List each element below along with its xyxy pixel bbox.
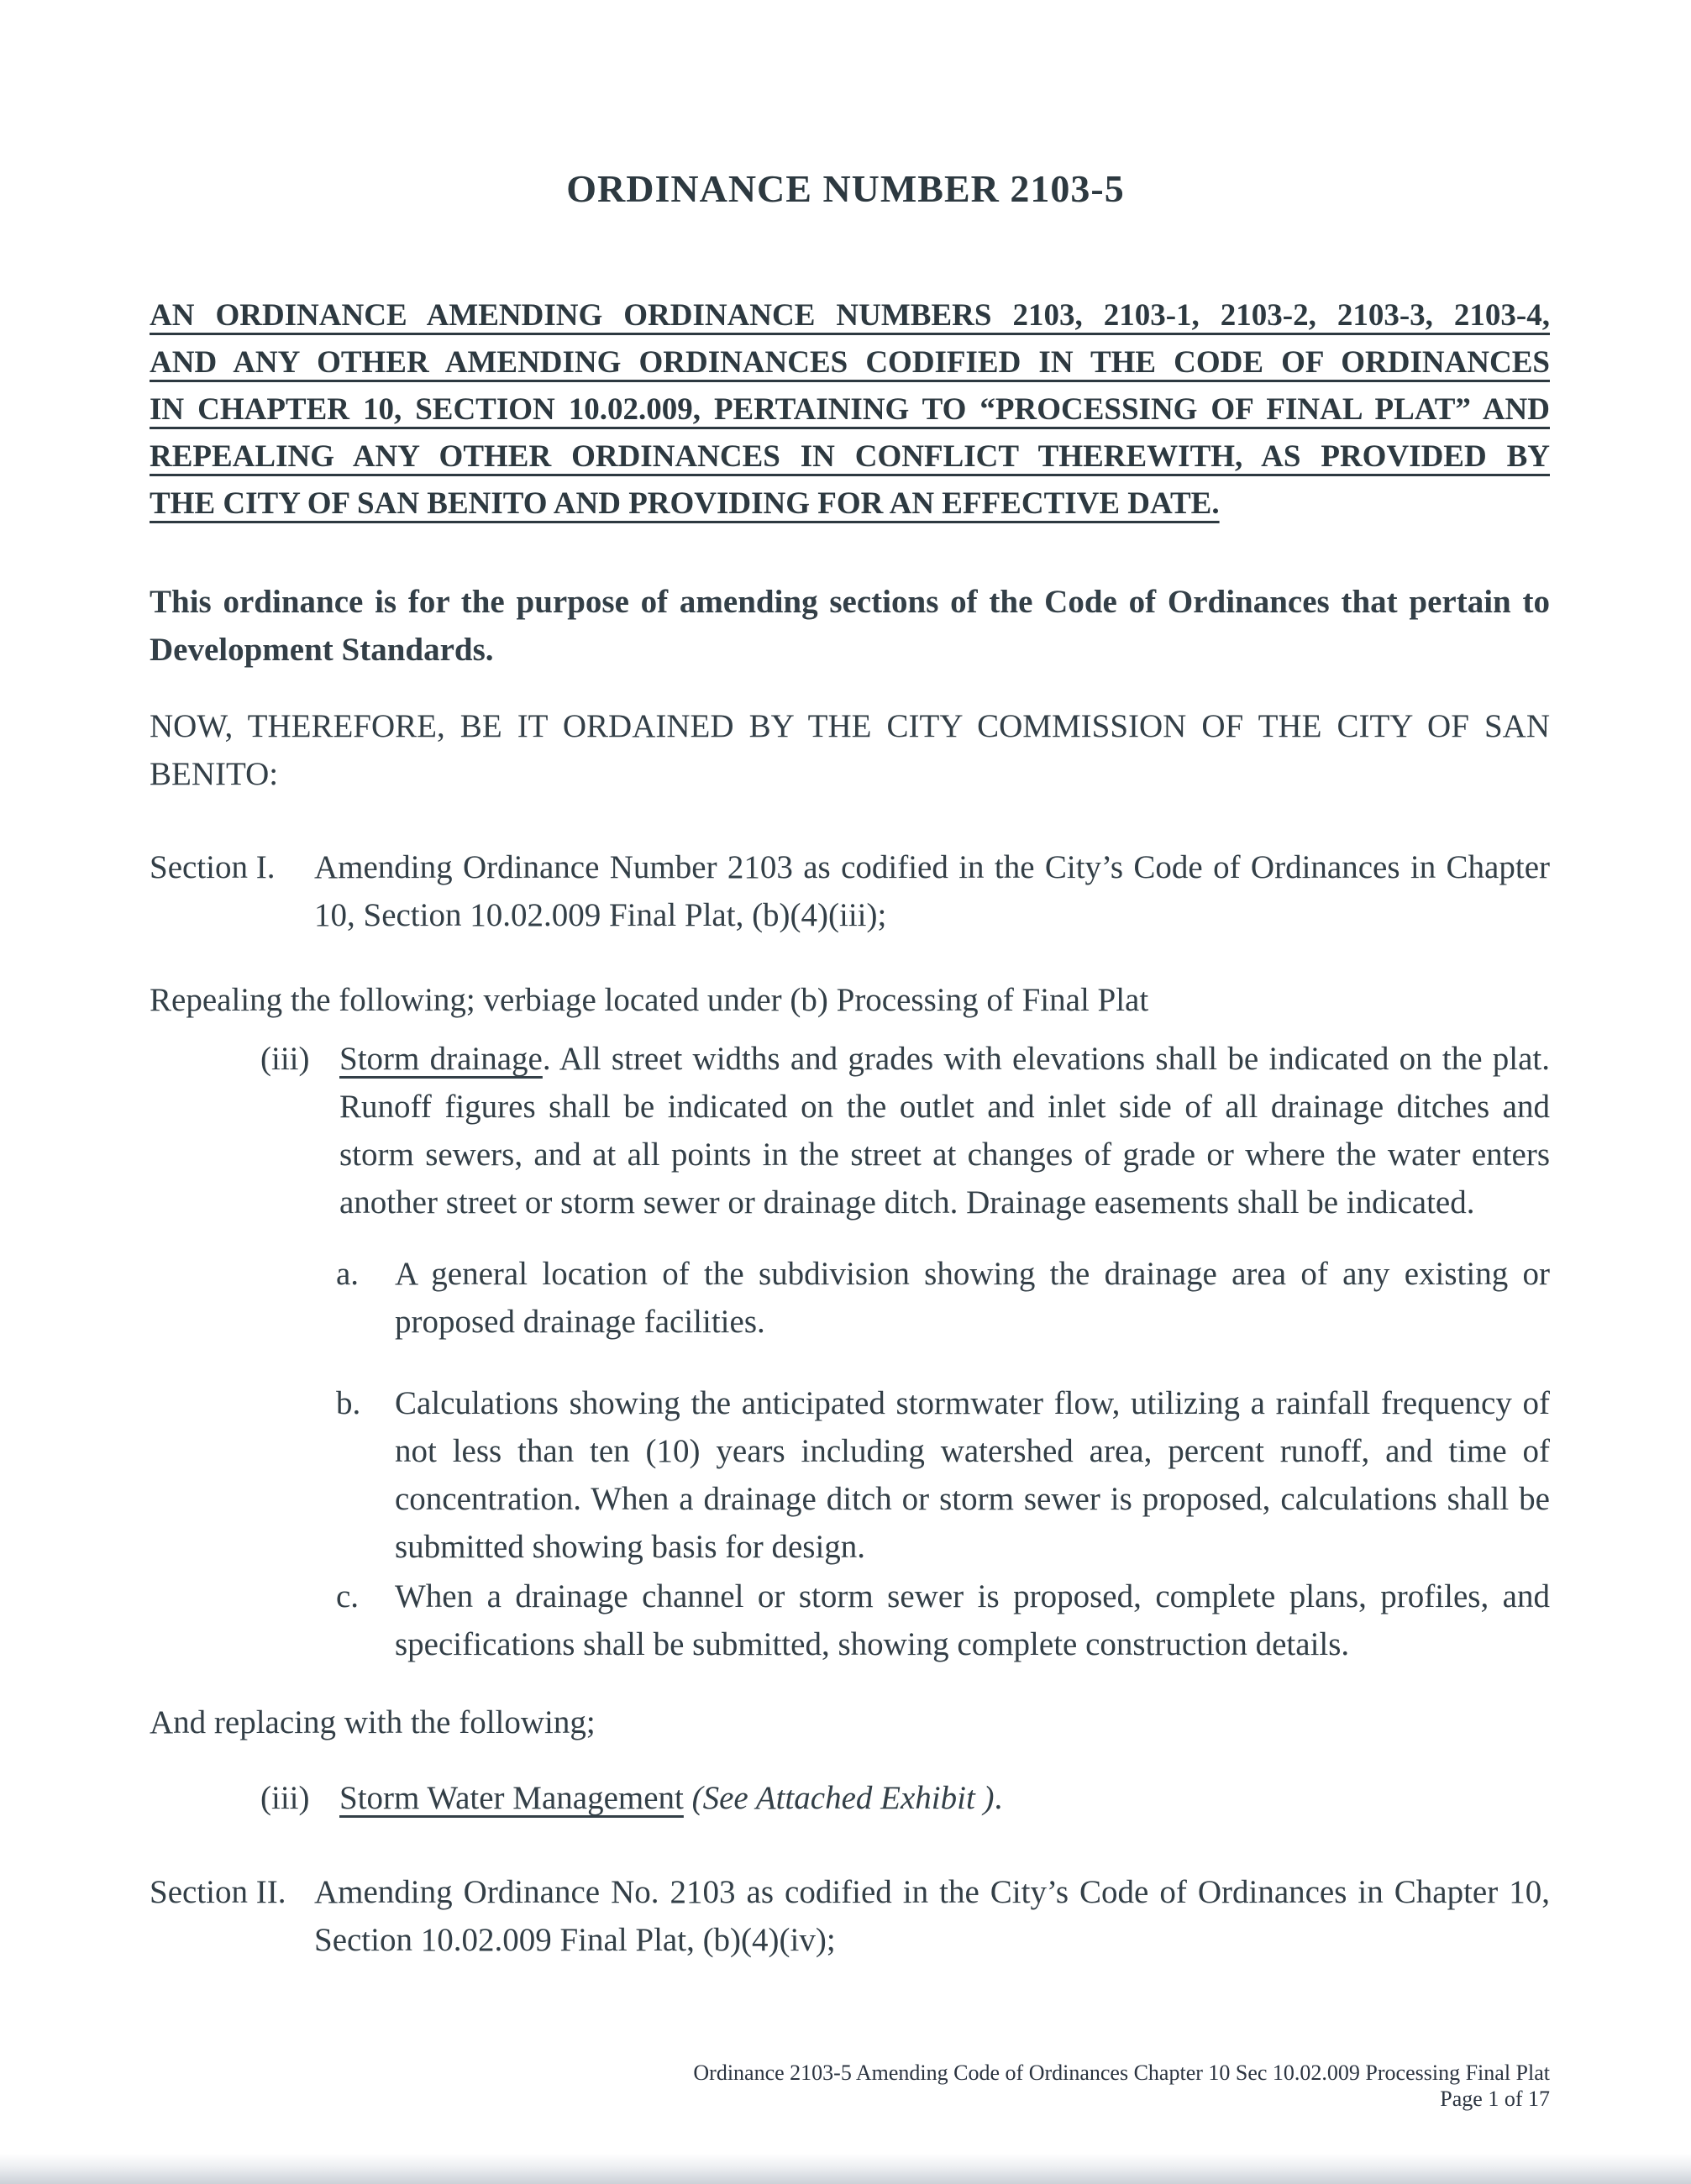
footer-line-1: Ordinance 2103-5 Amending Code of Ordinances Chapter 10 Sec 10.02.009 Processing Final Plat — [693, 2061, 1550, 2085]
section-1-text: Amending Ordinance Number 2103 as codified in the City’s Code of Ordinances in Chapter 10, Section 10.02.009 Final Plat, (b)(4)(iii); — [314, 849, 1550, 933]
section-2-text: Amending Ordinance No. 2103 as codified in the City’s Code of Ordinances in Chapter 10, Section 10.02.009 Final Plat, (b)(4)(iv); — [314, 1874, 1550, 1958]
caption-line: THE CITY OF SAN BENITO AND PROVIDING FOR AN EFFECTIVE DATE. — [150, 486, 1220, 521]
replacement-iii-period: . — [994, 1780, 1003, 1816]
subitem-b-marker: b. — [336, 1385, 361, 1421]
subitem-c-marker: c. — [336, 1578, 360, 1614]
subitem-b — [150, 1379, 1550, 1571]
page-footer — [150, 2060, 1550, 2112]
repealed-item-iii — [150, 1035, 1550, 1226]
subitem-c-text: When a drainage channel or storm sewer is proposed, complete plans, profiles, and specifications shall be submitted, showing complete construction details. — [395, 1578, 1550, 1662]
footer-page-number: Page 1 of 17 — [1440, 2087, 1550, 2111]
caption-line: IN CHAPTER 10, SECTION 10.02.009, PERTAINING TO “PROCESSING OF FINAL PLAT” AND — [150, 392, 1550, 427]
ordained-paragraph: NOW, THEREFORE, BE IT ORDAINED BY THE CITY COMMISSION OF THE CITY OF SAN BENITO: — [150, 708, 1550, 792]
caption-line: REPEALING ANY OTHER ORDINANCES IN CONFLICT THEREWITH, AS PROVIDED BY — [150, 439, 1550, 474]
item-iii-marker: (iii) — [260, 1041, 310, 1077]
item-iii-text — [339, 1035, 1550, 1226]
replacement-item-iii — [150, 1774, 1550, 1822]
repealing-line: Repealing the following; verbiage located under (b) Processing of Final Plat — [150, 982, 1149, 1018]
ordinance-caption — [150, 292, 1550, 528]
section-1 — [150, 843, 1550, 939]
subitem-b-text: Calculations showing the anticipated stormwater flow, utilizing a rainfall frequency of not less than ten (10) years including watershed area, percent runoff, and time of concentration. When a drainage ditch or storm sewer is proposed, calculations shall be submitted showing basis for design. — [395, 1385, 1550, 1565]
subitem-a-text: A general location of the subdivision showing the drainage area of any existing or proposed drainage facilities. — [395, 1256, 1550, 1340]
caption-line: AN ORDINANCE AMENDING ORDINANCE NUMBERS 2103, 2103-1, 2103-2, 2103-3, 2103-4, — [150, 298, 1550, 333]
caption-line: AND ANY OTHER AMENDING ORDINANCES CODIFIED IN THE CODE OF ORDINANCES — [150, 345, 1550, 380]
section-1-label: Section I. — [150, 849, 276, 885]
replacement-iii-text — [339, 1774, 1550, 1822]
page-title: ORDINANCE NUMBER 2103-5 — [566, 167, 1125, 210]
scan-edge-artifact — [0, 2154, 1691, 2184]
replacing-line: And replacing with the following; — [150, 1704, 596, 1740]
item-iii-rest: . All street widths and grades with elevations shall be indicated on the plat. Runoff figures shall be indicated on the outlet and inlet side of all drainage ditches and storm sewers, and at all points in the street at changes of grade or where the water enters another street or storm sewer or drainage ditch. Drainage easements shall be indicated. — [339, 1041, 1550, 1221]
replacement-iii-marker: (iii) — [260, 1780, 310, 1816]
subitem-a-marker: a. — [336, 1256, 360, 1292]
replacement-iii-underlined: Storm Water Management — [339, 1780, 684, 1816]
section-2 — [150, 1868, 1550, 1964]
replacement-iii-italic: (See Attached Exhibit ) — [683, 1780, 995, 1816]
subitem-a — [150, 1250, 1550, 1346]
subitem-c — [150, 1572, 1550, 1668]
purpose-paragraph: This ordinance is for the purpose of amending sections of the Code of Ordinances that pertain to Development Standards. — [150, 584, 1550, 668]
item-iii-lead: Storm drainage — [339, 1041, 543, 1077]
section-2-label: Section II. — [150, 1874, 286, 1910]
